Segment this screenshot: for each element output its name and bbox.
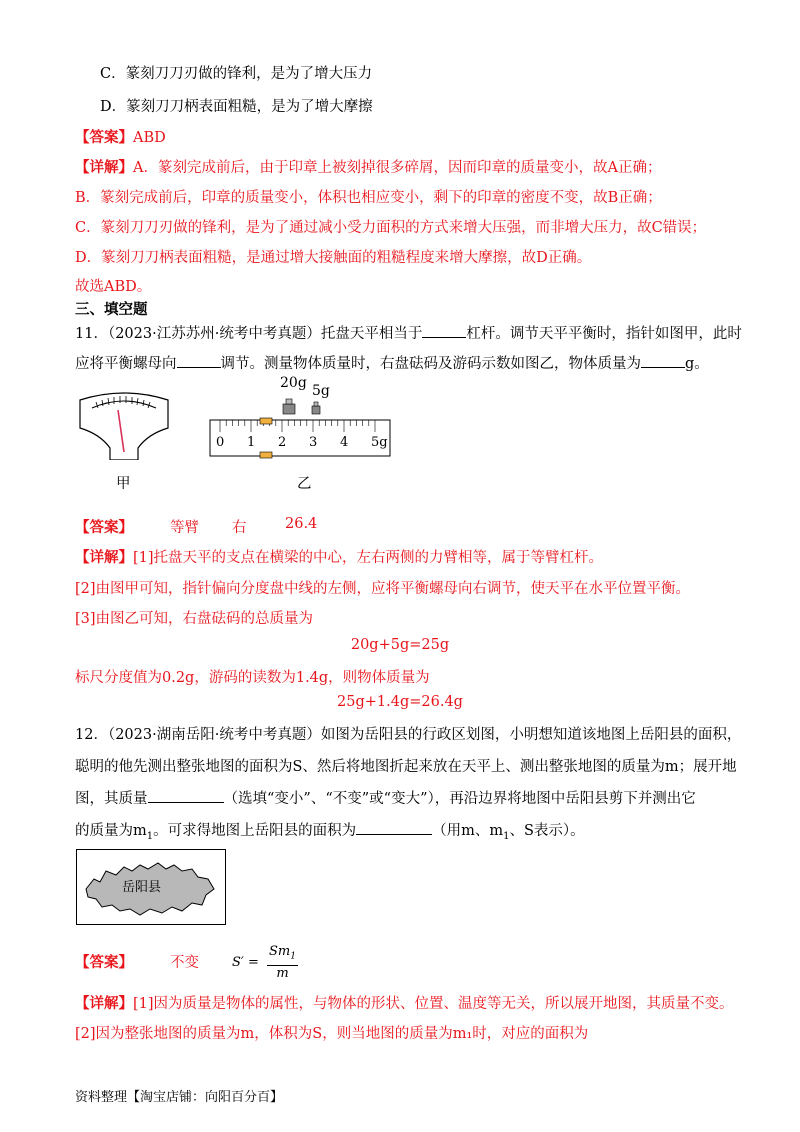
q12-line2: 聪明的他先测出整张地图的面积为S、然后将地图折起来放在天平上、测出整张地图的质量为m；展开地 <box>75 759 737 775</box>
q11-detail-3: [3]由图乙可知，右盘砝码的总质量为 <box>75 611 314 627</box>
weight-5g-icon <box>312 402 320 414</box>
q11-eq1: 20g+5g=25g <box>350 637 450 653</box>
q10-detail-d: D．篆刻刀刀柄表面粗糙，是通过增大接触面的粗糙程度来增大摩擦，故D正确。 <box>75 250 592 266</box>
q12-line3: 图，其质量 （选填“变小”、“不变”或“变大”），再沿边界将地图中岳阳县剪下并测出它 <box>75 787 696 808</box>
q11-answer-1: 等臂 <box>170 520 199 536</box>
ruler-tick-label: 1 <box>247 435 256 450</box>
q10-answer <box>75 126 166 147</box>
weight-20g-label: 20g <box>280 375 307 391</box>
blank <box>148 788 224 804</box>
blank <box>177 353 221 369</box>
q10-conclusion: 故选ABD。 <box>75 279 152 295</box>
blank <box>422 323 466 339</box>
blank <box>356 820 432 836</box>
map-label: 岳阳县 <box>122 880 162 895</box>
q12-answer-1: 不变 <box>170 955 199 971</box>
option-c: C．篆刻刀刀刃做的锋利，是为了增大压力 <box>100 66 373 82</box>
q10-detail-a: 【详解】A．篆刻完成前后，由于印章上被刻掉很多碎屑，因而印章的质量变小，故A正确； <box>75 159 662 176</box>
balance-dial-figure <box>78 388 170 460</box>
q12-line4: 的质量为$m_1$。可求得地图上岳阳县的面积为 （用m、$m_1$、S表示）。 <box>75 819 585 842</box>
fig-jia-label: 甲 <box>116 476 131 492</box>
q11-eq2: 25g+1.4g=26.4g <box>337 694 463 710</box>
q11-detail-4: 标尺分度值为0.2g，游码的读数为1.4g，则物体质量为 <box>75 670 430 686</box>
ruler-tick-label: 4 <box>340 435 349 450</box>
rider-top <box>260 418 272 424</box>
q10-detail-b: B．篆刻完成前后，印章的质量变小，体积也相应变小，剩下的印章的密度不变，故B正确； <box>75 190 662 206</box>
answer-label: 【答案】 <box>75 129 133 146</box>
q12-formula: S′ = $\frac{Sm_1}{m}$ <box>232 944 296 981</box>
q12-line1: 12．（2023·湖南岳阳·统考中考真题）如图为岳阳县的行政区划图，小明想知道该地图上岳阳县的面积， <box>75 727 742 743</box>
section-title: 三、填空题 <box>75 301 148 318</box>
q11-answer-2: 右 <box>232 520 247 536</box>
option-d: D．篆刻刀刀柄表面粗糙，是为了增大摩擦 <box>100 99 373 115</box>
footer-text: 资料整理【淘宝店铺：向阳百分百】 <box>75 1090 284 1105</box>
q11-line2: 应将平衡螺母向 调节。测量物体质量时，右盘砝码及游码示数如图乙，物体质量为 g。 <box>75 352 709 373</box>
q11-line1: 11．（2023·江苏苏州·统考中考真题）托盘天平相当于 杠杆。调节天平平衡时，指针如图甲，此时 <box>75 322 742 343</box>
rider-bottom <box>260 452 272 458</box>
q11-answer: 【答案】 <box>75 519 133 536</box>
q10-detail-c: C．篆刻刀刀刃做的锋利，是为了通过减小受力面积的方式来增大压强，而非增大压力，故C错误； <box>75 220 707 236</box>
q11-answer-3: 26.4 <box>285 516 318 532</box>
q12-detail-1: 【详解】[1]因为质量是物体的属性，与物体的形状、位置、温度等无关，所以展开地图，其质量不变。 <box>75 995 734 1012</box>
q11-detail-2: [2]由图甲可知，指针偏向分度盘中线的左侧，应将平衡螺母向右调节，使天平在水平位置平衡。 <box>75 581 691 597</box>
q12-detail-2: [2]因为整张地图的质量为m，体积为S，则当地图的质量为m₁时，对应的面积为 <box>75 1026 589 1042</box>
weight-5g-label: 5g <box>312 383 330 399</box>
ruler-tick-label: 3 <box>309 435 318 450</box>
ruler-tick-label: 2 <box>278 435 287 450</box>
ruler-tick-label: 5g <box>371 435 388 450</box>
q12-answer: 【答案】 <box>75 954 133 971</box>
fig-yi-label: 乙 <box>297 476 312 492</box>
detail-label: 【详解】 <box>75 159 133 176</box>
q11-detail-1: 【详解】[1]托盘天平的支点在横梁的中心，左右两侧的力臂相等，属于等臂杠杆。 <box>75 549 604 566</box>
answer-value: ABD <box>133 130 166 146</box>
blank <box>641 353 685 369</box>
weight-20g-icon <box>283 399 295 414</box>
ruler-tick-label: 0 <box>216 435 225 450</box>
ruler-figure <box>208 396 398 466</box>
